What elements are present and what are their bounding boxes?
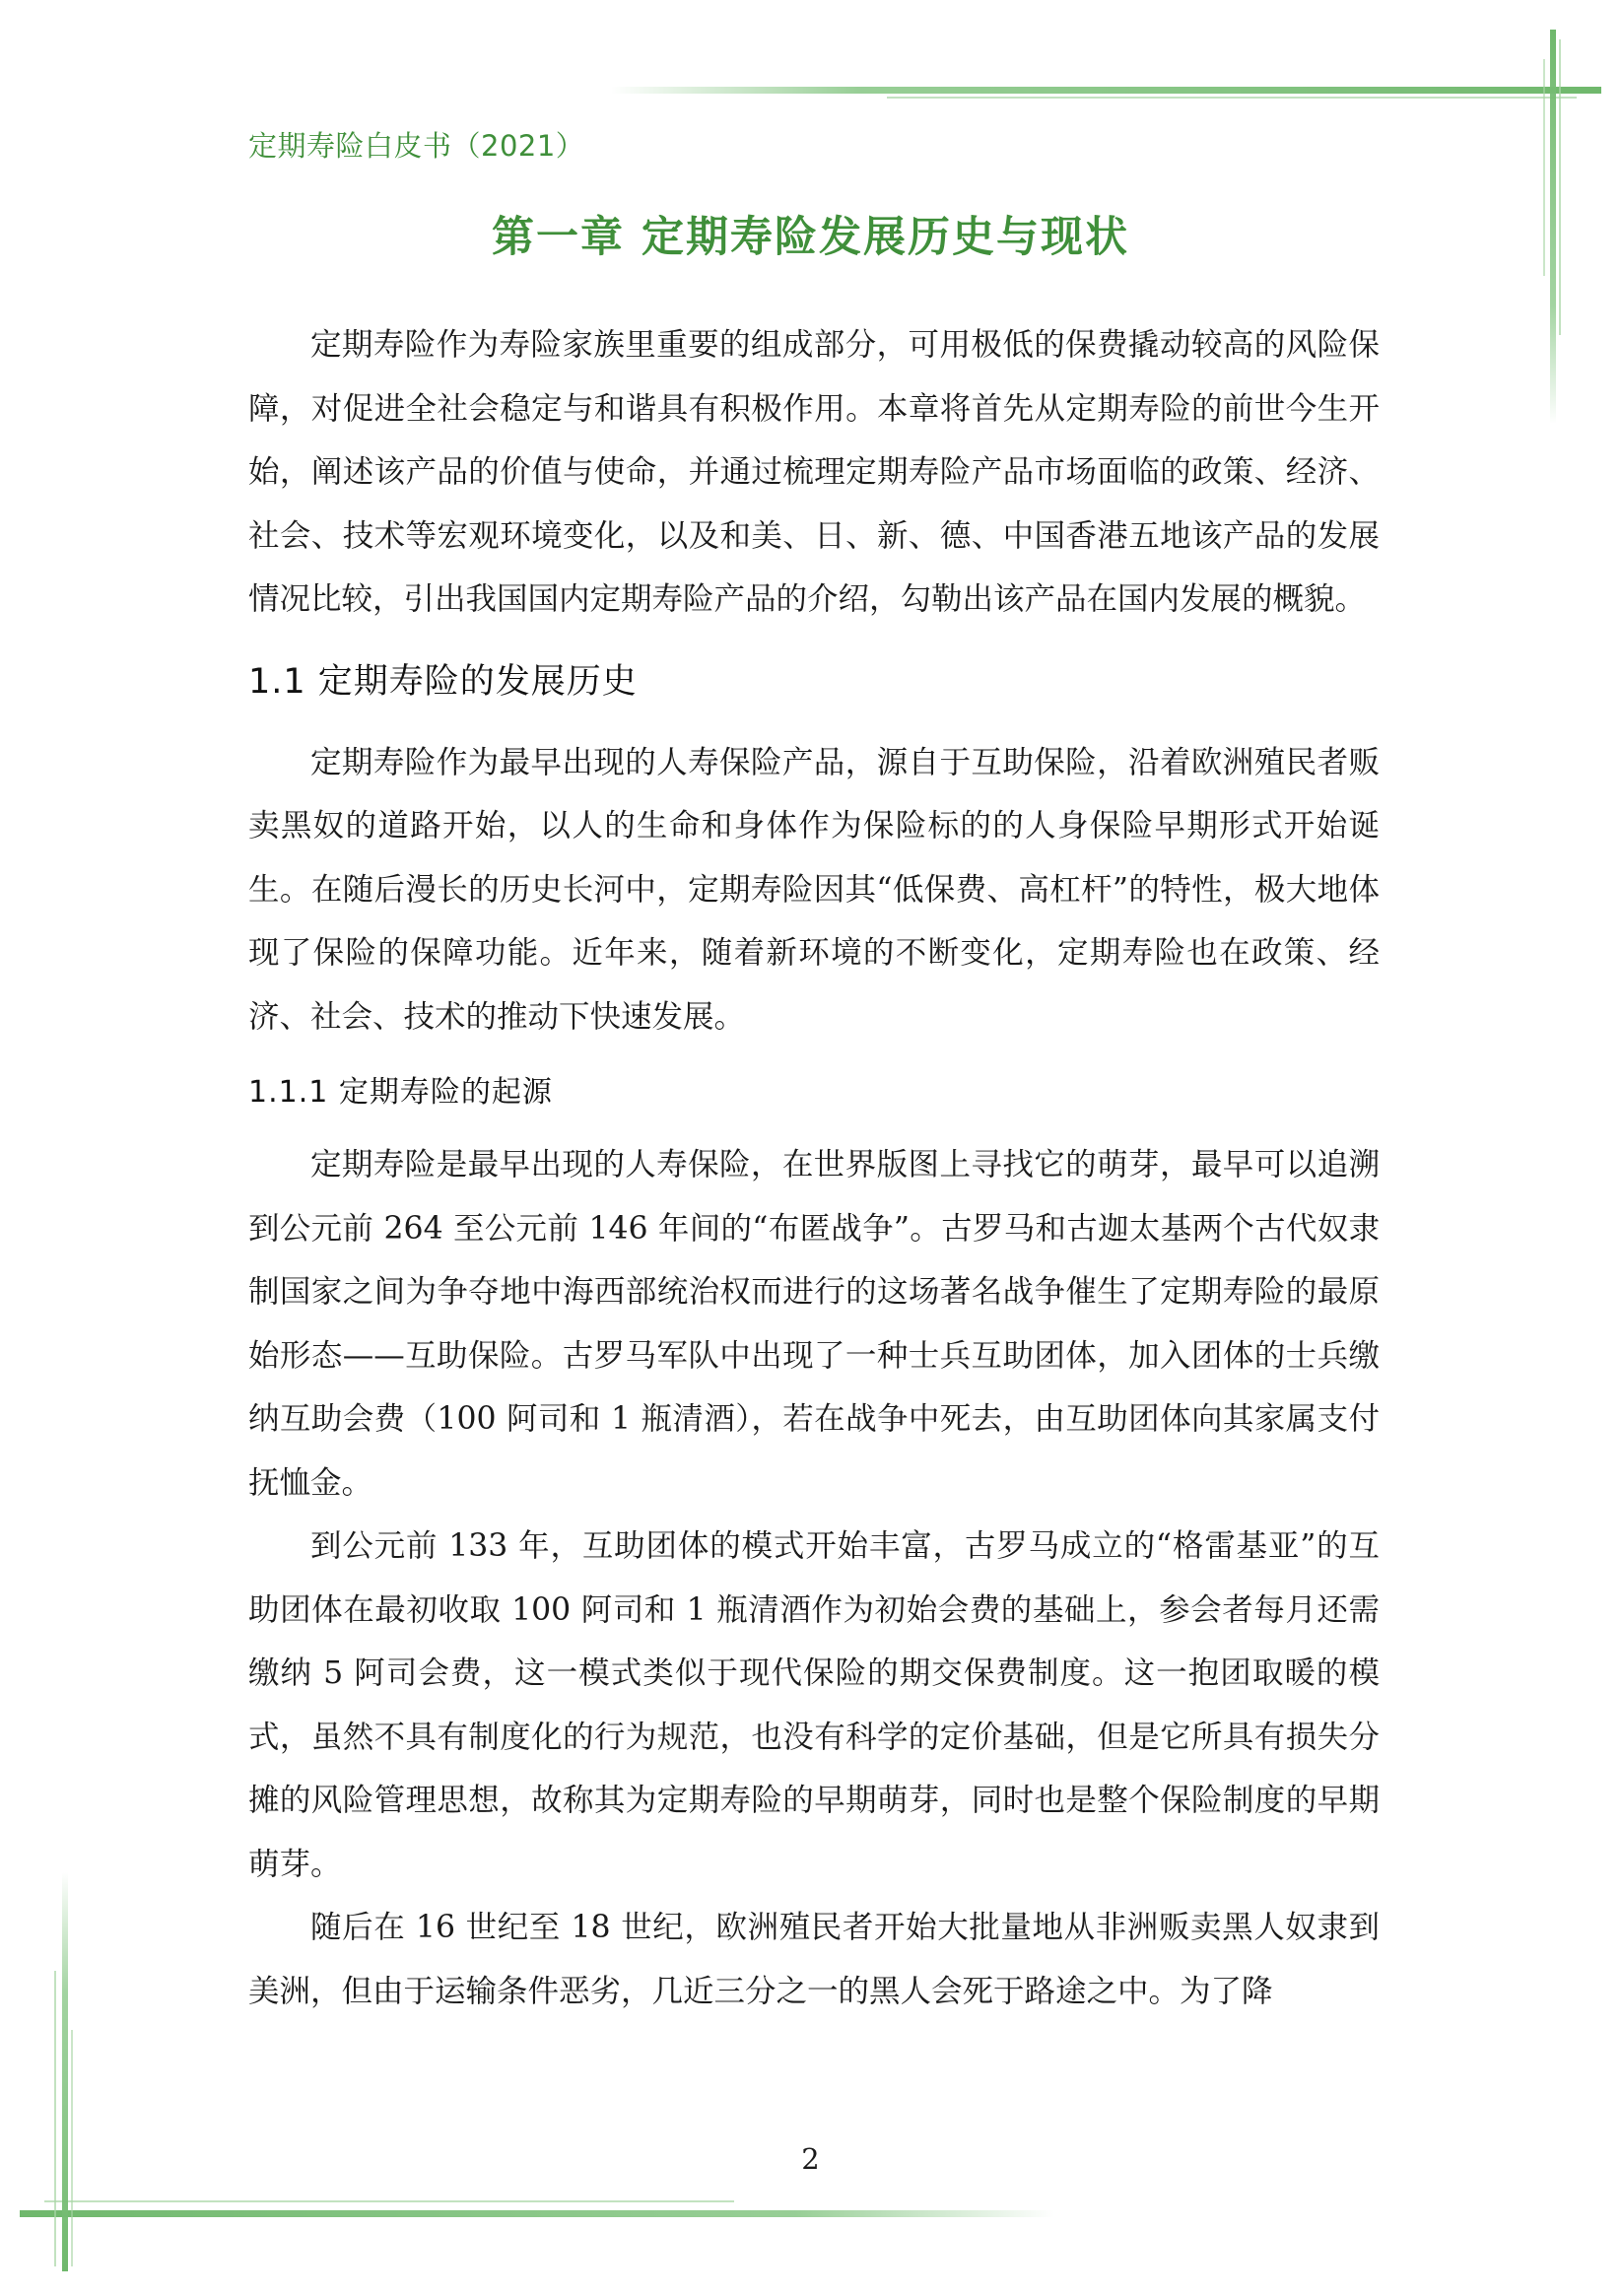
running-header-title: 定期寿险白皮书（2021） (248, 129, 585, 163)
section-1-1-paragraph: 定期寿险作为最早出现的人寿保险产品，源自于互助保险，沿着欧洲殖民者贩卖黑奴的道路开始，以人的生命和身体作为保险标的的人身保险早期形式开始诞生。在随后漫长的历史长河中，定期寿险因其“低保费、高杠杆”的特性，极大地体现了保险的保障功能。近年来，随着新环境的不断变化，定期寿险也在政策、经济、社会、技术的推动下快速发展。 (248, 744, 1380, 1035)
document-body (248, 313, 1380, 2023)
page-number: 2 (801, 2142, 820, 2176)
top-border-line (611, 87, 1601, 94)
body-paragraph: 到公元前 133 年，互助团体的模式开始丰富，古罗马成立的“格雷基亚”的互助团体在最初收取 100 阿司和 1 瓶清酒作为初始会费的基础上，参会者每月还需缴纳 5 阿司会费，这一模式类似于现代保险的期交保费制度。这一抱团取暖的模式，虽然不具有制度化的行为规范，也没有科学的定价基础，但是它所具有损失分摊的风险管理思想，故称其为定期寿险的早期萌芽，同时也是整个保险制度的早期萌芽。 (248, 1528, 1380, 1882)
chapter-title: 第一章 定期寿险发展历史与现状 (492, 213, 1129, 262)
intro-paragraph: 定期寿险作为寿险家族里重要的组成部分，可用极低的保费撬动较高的风险保障，对促进全社会稳定与和谐具有积极作用。本章将首先从定期寿险的前世今生开始，阐述该产品的价值与使命，并通过梳理定期寿险产品市场面临的政策、经济、社会、技术等宏观环境变化，以及和美、日、新、德、中国香港五地该产品的发展情况比较，引出我国国内定期寿险产品的介绍，勾勒出该产品在国内发展的概貌。 (248, 327, 1380, 617)
section-heading-1-1-1: 1.1.1 定期寿险的起源 (248, 1075, 553, 1110)
bottom-border-line (20, 2210, 1054, 2217)
left-border-line (62, 1872, 68, 2271)
body-paragraph: 定期寿险是最早出现的人寿保险，在世界版图上寻找它的萌芽，最早可以追溯到公元前 264 至公元前 146 年间的“布匿战争”。古罗马和古迦太基两个古代奴隶制国家之间为争夺地中海西部统治权而进行的这场著名战争催生了定期寿险的最原始形态——互助保险。古罗马军队中出现了一种士兵互助团体，加入团体的士兵缴纳互助会费（100 阿司和 1 瓶清酒），若在战争中死去，由互助团体向其家属支付抚恤金。 (248, 1147, 1380, 1501)
section-heading-1-1: 1.1 定期寿险的发展历史 (248, 661, 638, 702)
body-paragraph: 随后在 16 世纪至 18 世纪，欧洲殖民者开始大批量地从非洲贩卖黑人奴隶到美洲，但由于运输条件恶劣，几近三分之一的黑人会死于路途之中。为了降 (248, 1910, 1380, 2009)
